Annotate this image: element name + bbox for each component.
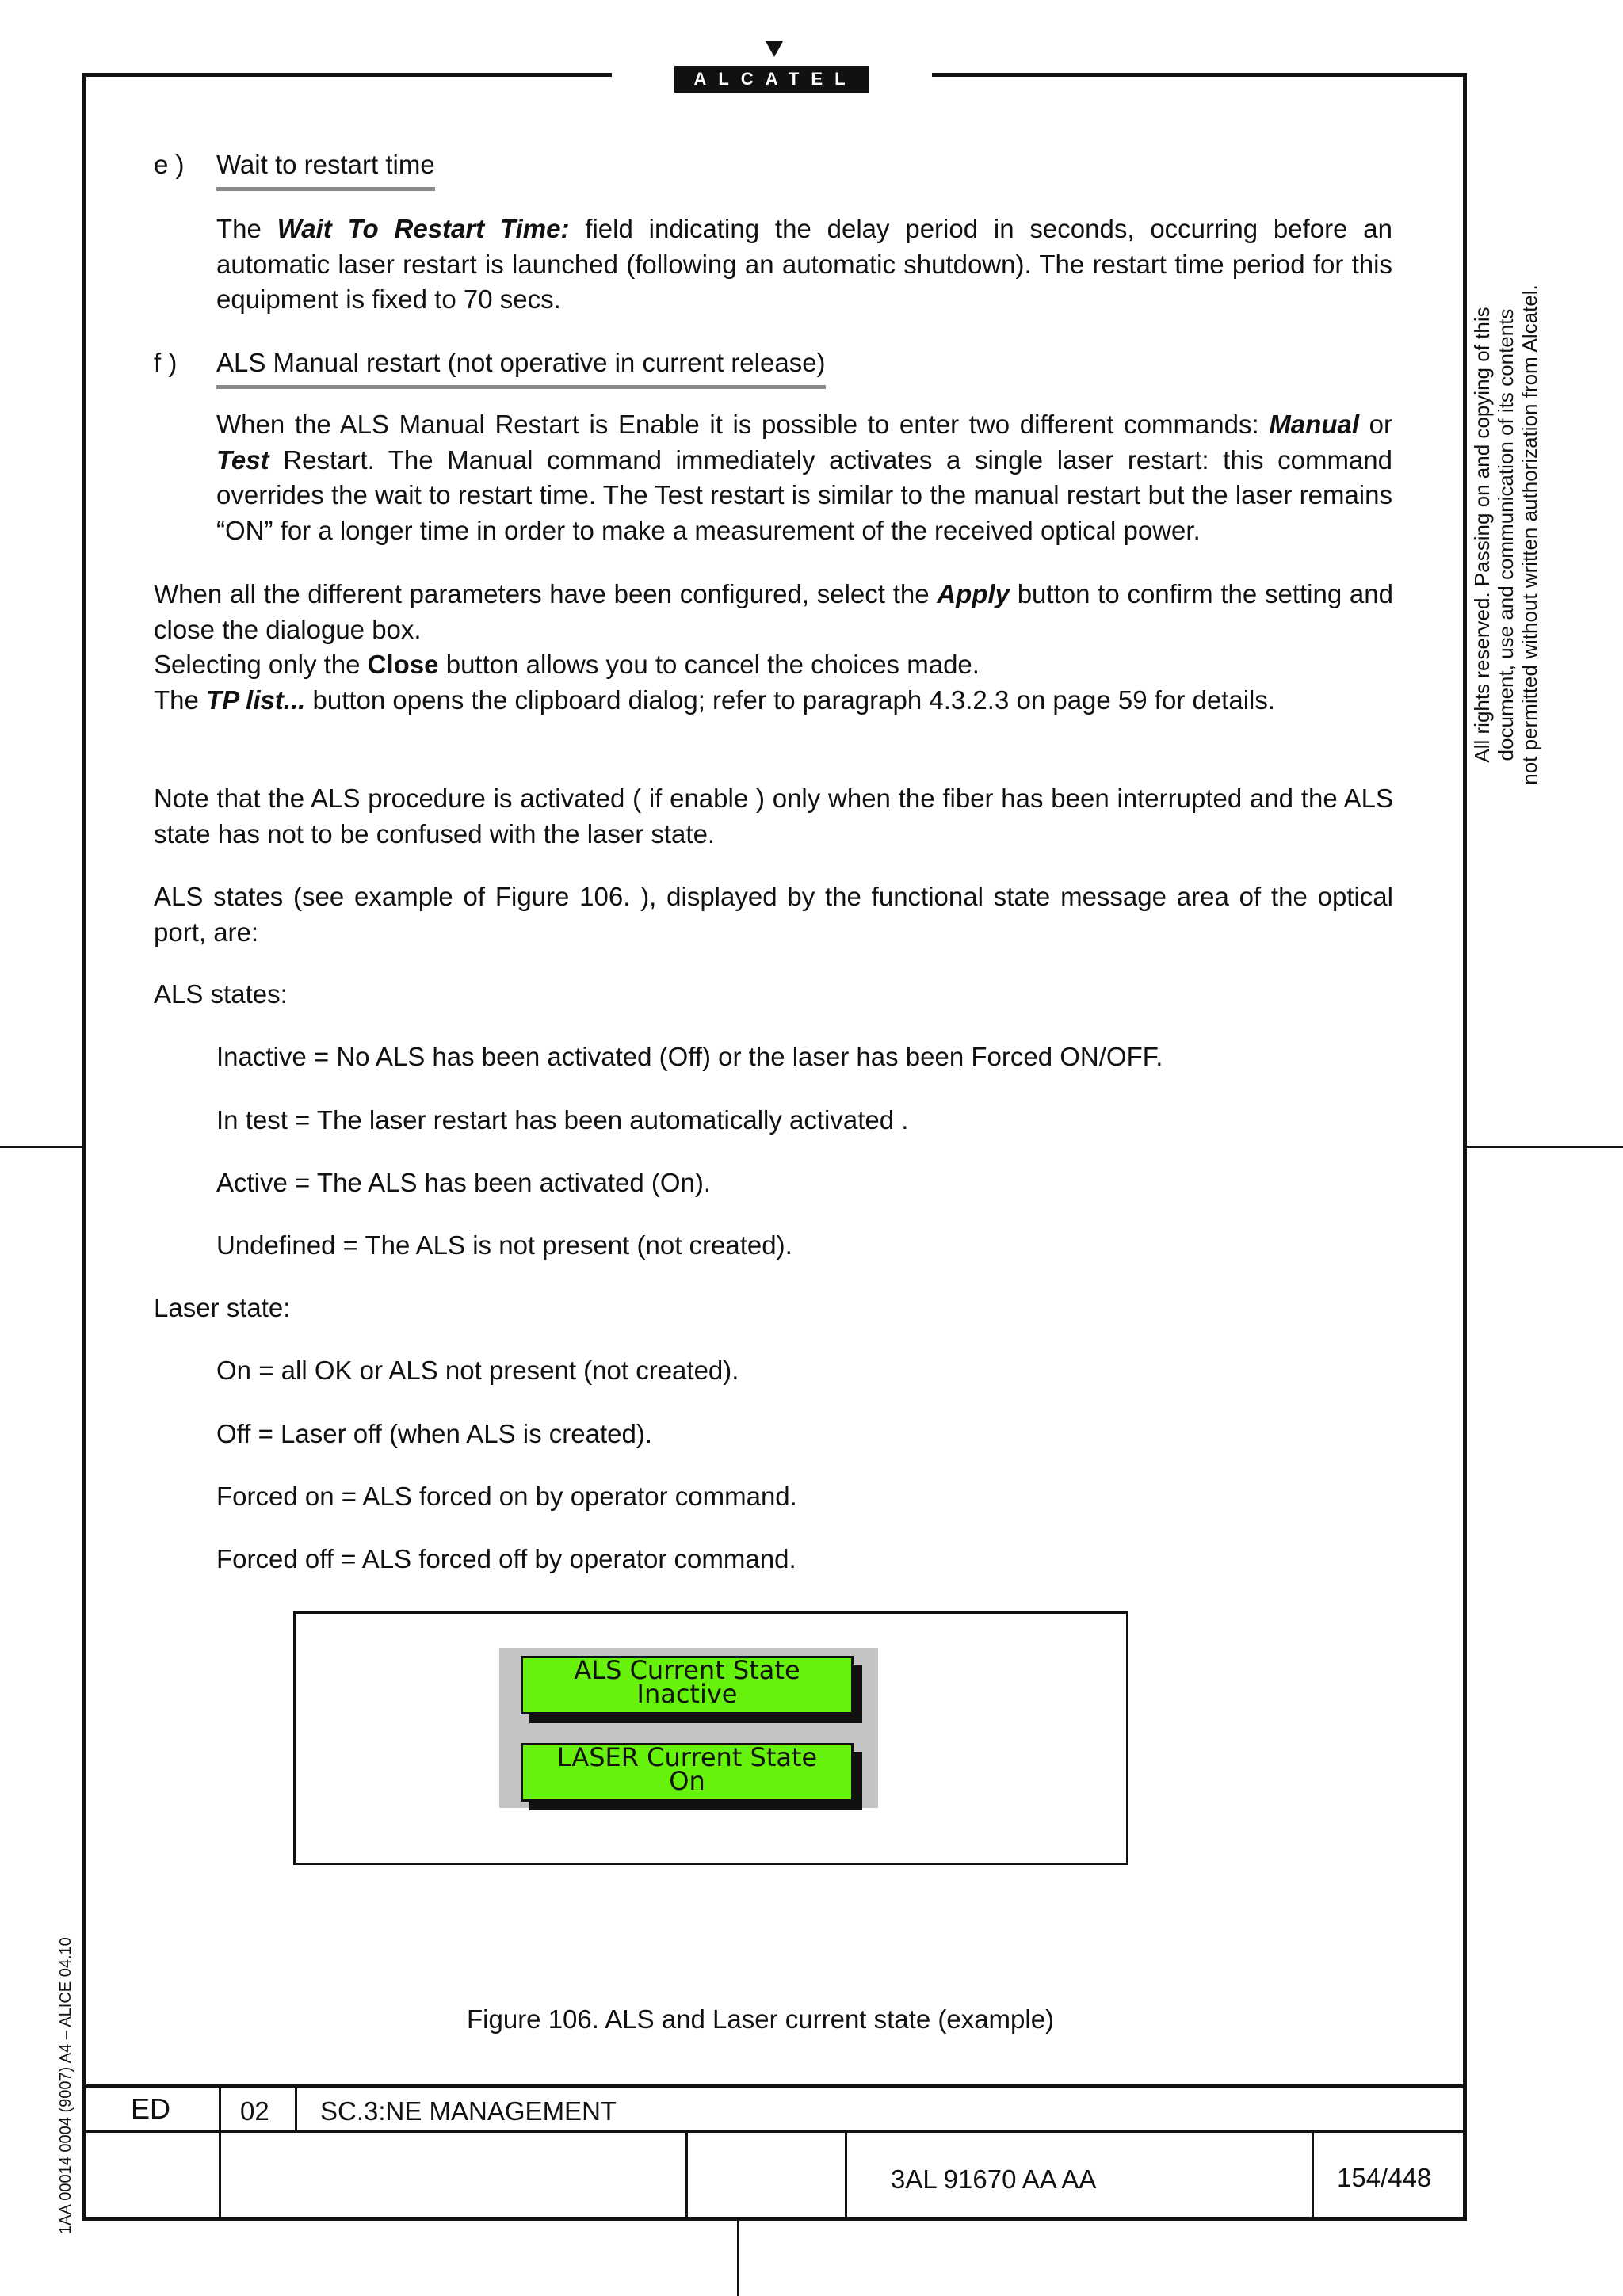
item-f-title: ALS Manual restart (not operative in current release)	[216, 345, 826, 389]
footer-col-rule	[845, 2130, 847, 2221]
apply-keyword: Apply	[937, 579, 1010, 608]
als-state-item: Active = The ALS has been activated (On).	[216, 1168, 712, 1197]
copyright-notice	[1470, 273, 1541, 796]
copyright-line: document, use and communication of its contents	[1494, 308, 1518, 761]
laser-state-item: On = all OK or ALS not present (not created).	[216, 1356, 739, 1385]
states-intro-paragraph: ALS states (see example of Figure 106. ), displayed by the functional state message area of the optical port, are:	[154, 882, 1393, 947]
footer-col-rule	[1312, 2130, 1314, 2221]
item-f-test: Test	[216, 444, 269, 475]
apply-paragraph	[154, 577, 1393, 718]
item-f-manual: Manual	[1269, 410, 1359, 439]
footer-col-rule	[219, 2084, 221, 2221]
footer-ed-label: ED	[131, 2092, 171, 2125]
tplist-text-a: The	[154, 685, 207, 715]
footer-stem	[737, 2221, 739, 2296]
footer-top-rule	[82, 2084, 1467, 2088]
item-f-text-b: or	[1359, 410, 1392, 439]
copyright-line: All rights reserved. Passing on and copying of this	[1470, 307, 1494, 763]
item-e-intro: The	[216, 214, 277, 243]
item-e-paragraph	[216, 212, 1392, 318]
frame-left	[82, 73, 86, 2221]
item-e-letter: e )	[154, 150, 185, 179]
tplist-text-b: button opens the clipboard dialog; refer to paragraph 4.3.2.3 on page 59 for details.	[305, 685, 1276, 715]
frame-top-right	[932, 73, 1467, 77]
footer-col-rule	[685, 2130, 688, 2221]
laser-current-state-label: LASER Current State	[556, 1742, 818, 1772]
als-current-state-value: Inactive	[636, 1679, 738, 1709]
als-state-item: Inactive = No ALS has been activated (Off) or the laser has been Forced ON/OFF.	[216, 1042, 1163, 1071]
item-f-paragraph	[216, 407, 1392, 548]
footer-doc-code: 3AL 91670 AA AA	[891, 2164, 1097, 2194]
logo-arrow-icon	[766, 41, 783, 57]
als-current-state-label: ALS Current State	[574, 1655, 800, 1685]
fold-mark-right	[1467, 1146, 1623, 1148]
als-state-item: Undefined = The ALS is not present (not created).	[216, 1230, 792, 1260]
als-state-item: In test = The laser restart has been automatically activated .	[216, 1105, 909, 1135]
footer-ed-value: 02	[240, 2096, 269, 2126]
footer-section: SC.3:NE MANAGEMENT	[320, 2096, 617, 2126]
tplist-keyword: TP list...	[206, 685, 306, 715]
alcatel-logo: ALCATEL	[674, 66, 869, 93]
note-paragraph: Note that the ALS procedure is activated ( if enable ) only when the fiber has been interrupted and the ALS state has not to be confused with the laser state.	[154, 784, 1393, 849]
footer-mid-rule	[82, 2130, 1467, 2133]
als-states-heading: ALS states:	[154, 979, 288, 1009]
copyright-line: not permitted without written authorization from Alcatel.	[1518, 284, 1541, 785]
item-e-rest: field indicating the delay period in seconds, occurring before an automatic laser restart is launched (following an automatic shutdown). The restart time period for this equipment is fixed to 70 secs.	[216, 214, 1392, 314]
laser-state-item: Forced on = ALS forced on by operator command.	[216, 1482, 797, 1511]
footer-page-number: 154/448	[1337, 2163, 1432, 2192]
item-f-text-c: Restart. The Manual command immediately activates a single laser restart: this command overrides the wait to restart time. The Test restart is similar to the manual restart but the laser remains “ON” for a longer time in order to make a measurement of the received optical power.	[216, 444, 1392, 545]
close-text-b: button allows you to cancel the choices made.	[438, 650, 980, 679]
footer-bottom-rule	[82, 2217, 1467, 2221]
fold-mark-left	[0, 1146, 82, 1148]
item-f-text-a: When the ALS Manual Restart is Enable it is possible to enter two different commands:	[216, 410, 1270, 439]
apply-lines	[154, 577, 1393, 647]
laser-current-state-value: On	[669, 1766, 705, 1796]
laser-state-heading: Laser state:	[154, 1293, 291, 1322]
item-e-title: Wait to restart time	[216, 147, 435, 191]
item-e-field-name: Wait To Restart Time:	[277, 214, 570, 243]
form-code: 1AA 00014 0004 (9007) A4 – ALICE 04.10	[57, 1937, 74, 2234]
figure-caption: Figure 106. ALS and Laser current state (example)	[467, 2004, 1055, 2034]
als-current-state-display[interactable]	[521, 1656, 854, 1714]
frame-top-left	[82, 73, 612, 77]
footer-col-rule	[295, 2084, 297, 2132]
apply-text-b: button to confirm the setting and close the dialogue box.	[154, 579, 1393, 644]
close-line	[154, 647, 1393, 683]
laser-state-item: Off = Laser off (when ALS is created).	[216, 1419, 652, 1448]
tplist-line	[154, 683, 1393, 719]
close-text-a: Selecting only the	[154, 650, 368, 679]
laser-current-state-display[interactable]	[521, 1743, 854, 1802]
laser-state-item: Forced off = ALS forced off by operator command.	[216, 1544, 796, 1573]
apply-text-a: When all the different parameters have been configured, select the	[154, 579, 938, 608]
close-keyword: Close	[367, 650, 439, 679]
item-f-letter: f )	[154, 348, 178, 377]
